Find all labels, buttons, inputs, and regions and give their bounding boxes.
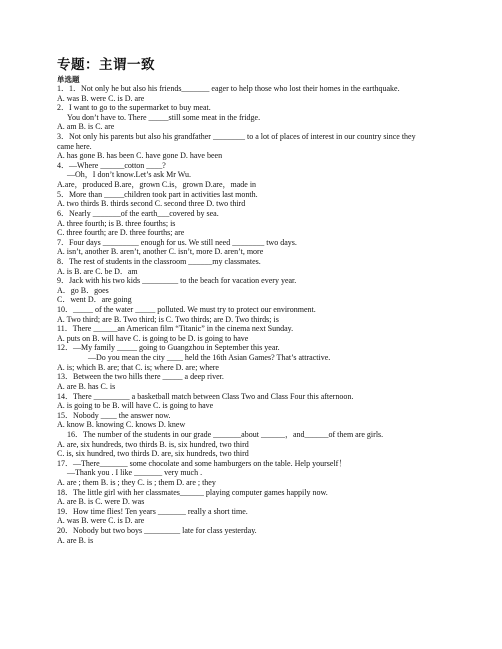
page-title: 专题：主谓一致 (57, 57, 155, 73)
text-line: A. Two third; are B. Two third; is C. Two thirds; are D. Two thirds; is (57, 314, 279, 324)
text-line: A. puts on B. will have C. is going to be D. is going to have (57, 333, 249, 343)
section-heading: 单选题 (57, 75, 80, 84)
text-line: 19．How time flies! Ten years _______ really a short time. (57, 506, 248, 516)
text-line: 4．—Where ______cotton ____? (57, 160, 166, 170)
text-line: A. are B. is C. were D. was (57, 497, 145, 507)
text-line: A. isn’t, another B. aren’t, another C. isn’t, more D. aren’t, more (57, 247, 264, 257)
text-line: A. has gone B. has been C. have gone D. have been (57, 151, 223, 161)
text-line: —Thank you . I like _______ very much . (67, 468, 203, 478)
text-line: C. three fourth; are D. three fourths; are (57, 228, 185, 238)
text-line: 12．—My family _____ going to Guangzhou in September this year. (57, 343, 280, 353)
text-line: 1．1．Not only he but also his friends_______ eager to help those who lost their homes in the earthquake. (57, 84, 400, 93)
text-line: —Oh，I don’t know.Let’s ask Mr Wu. (67, 170, 191, 180)
text-line: 20．Nobody but two boys _________ late for class yesterday. (57, 526, 257, 536)
text-line: A. are B. is (57, 535, 94, 545)
text-line: 7．Four days _________ enough for us. We still need ________ two days. (57, 237, 297, 247)
text-line: 16．The number of the students in our grade _______about ______，and______of them are girls. (67, 429, 384, 439)
text-line: A. know B. knowing C. knows D. knew (57, 420, 186, 430)
text-line: A．go B．goes (57, 285, 109, 295)
text-line: 15．Nobody ____ the answer now. (57, 410, 171, 420)
text-line: 6．Nearly _______of the earth___covered by sea. (57, 208, 219, 218)
text-line: You don’t have to. There _____still some meat in the fridge. (67, 112, 261, 122)
text-line: A. are B. has C. is (57, 381, 116, 391)
text-line: A. was B. were C. is D. are (57, 93, 145, 103)
text-line: A. are ; them B. is ; they C. is ; them D. are ; they (57, 477, 216, 487)
text-line: A.are，produced B.are，grown C.is，grown D.are，made in (57, 180, 257, 190)
text-line: 18．The little girl with her classmates______ playing computer games happily now. (57, 487, 328, 497)
text-line: 9．Jack with his two kids _________ to the beach for vacation every year. (57, 276, 297, 286)
text-line: A. was B. were C. is D. are (57, 516, 145, 526)
text-line: 13．Between the two hills there _____ a deep river. (57, 372, 224, 382)
text-line: A. two thirds B. thirds second C. second three D. two third (57, 199, 246, 209)
text-line: 11．There ______an American film “Titanic” in the cinema next Sunday. (57, 324, 294, 334)
text-line: 14．There _________ a basketball match between Class Two and Class Four this afternoon. (57, 391, 354, 401)
question-list (57, 84, 477, 545)
text-line: A. is B. are C. be D．am (57, 266, 138, 276)
text-line: A. is going to be B. will have C. is going to have (57, 401, 214, 411)
text-line: 17．—There_______ some chocolate and some hamburgers on the table. Help yourself！ (57, 458, 347, 468)
text-line: A. am B. is C. are (57, 122, 115, 132)
text-line: came here. (57, 141, 92, 151)
text-line: A. three fourth; is B. three fourths; is (57, 218, 176, 228)
text-line: A. are, six hundreds, two thirds B. is, six hundred, two third (57, 439, 249, 449)
text-line: 8．The rest of students in the classroom ______my classmates. (57, 256, 261, 266)
text-line: 2．I want to go to the supermarket to buy meat. (57, 103, 211, 113)
text-line: 10．_____ of the water _____ polluted. We must try to protect our environment. (57, 305, 316, 315)
text-line: C. is, six hundred, two thirds D. are, six hundreds, two third (57, 449, 249, 459)
text-line: A. is; which B. are; that C. is; where D. are; where (57, 362, 219, 372)
text-line: —Do you mean the city ____ held the 16th Asian Games? That’s attractive. (88, 353, 331, 363)
text-line: 3．Not only his parents but also his grandfather ________ to a lot of places of interest in our country since they (57, 132, 416, 142)
text-line: C．went D．are going (57, 295, 132, 305)
text-line: 5．More than _____children took part in activities last month. (57, 189, 258, 199)
